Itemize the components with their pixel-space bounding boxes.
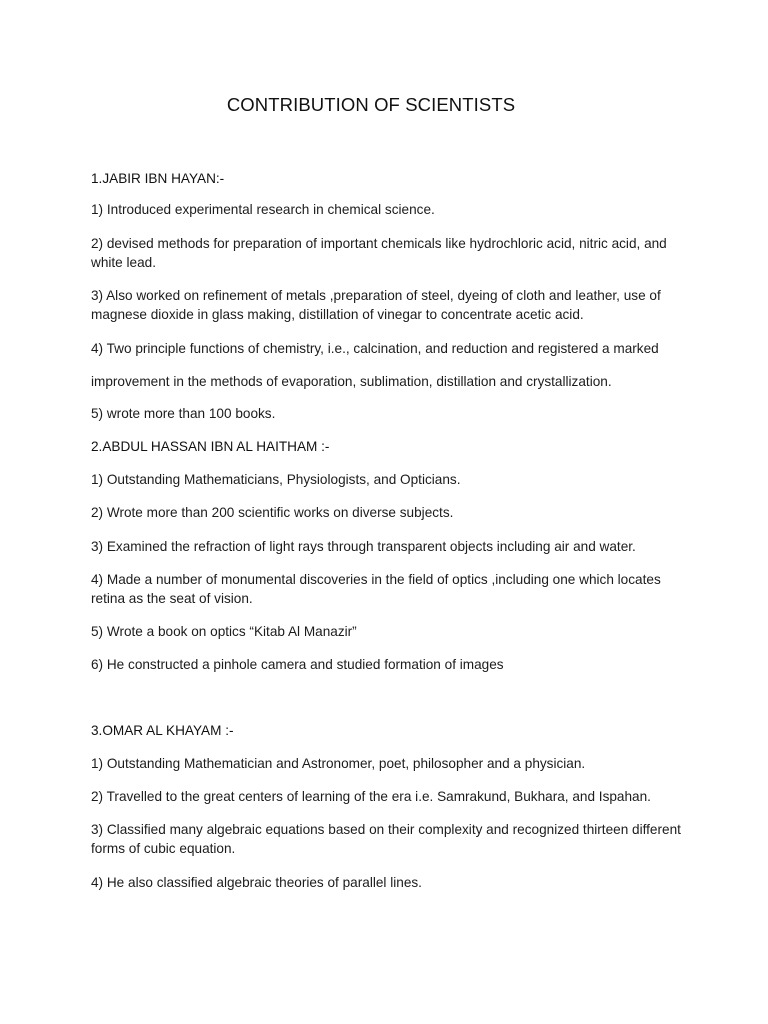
list-item: 3) Examined the refraction of light rays through transparent objects including air and water. xyxy=(91,539,636,554)
section-heading-haitham: 2.ABDUL HASSAN IBN AL HAITHAM :- xyxy=(91,439,330,454)
list-item: 5) Wrote a book on optics “Kitab Al Manazir” xyxy=(91,624,357,639)
list-item: 3) Classified many algebraic equations based on their complexity and recognized thirteen different forms of cubic equation. xyxy=(91,822,681,856)
list-item: 1) Introduced experimental research in chemical science. xyxy=(91,202,435,217)
list-item: 2) Wrote more than 200 scientific works on diverse subjects. xyxy=(91,505,454,520)
list-item: improvement in the methods of evaporation, sublimation, distillation and crystallization. xyxy=(91,374,612,389)
list-item: 2) Travelled to the great centers of learning of the era i.e. Samrakund, Bukhara, and Ispahan. xyxy=(91,789,651,804)
section-heading-jabir: 1.JABIR IBN HAYAN:- xyxy=(91,171,225,186)
list-item: 1) Outstanding Mathematician and Astronomer, poet, philosopher and a physician. xyxy=(91,756,586,771)
list-item: 1) Outstanding Mathematicians, Physiologists, and Opticians. xyxy=(91,472,461,487)
list-item: 5) wrote more than 100 books. xyxy=(91,406,276,421)
section-heading-khayam: 3.OMAR AL KHAYAM :- xyxy=(91,723,234,738)
list-item: 2) devised methods for preparation of important chemicals like hydrochloric acid, nitric acid, and white lead. xyxy=(91,236,667,270)
page-title: CONTRIBUTION OF SCIENTISTS xyxy=(226,94,516,115)
list-item: 4) He also classified algebraic theories of parallel lines. xyxy=(91,875,422,890)
list-item: 3) Also worked on refinement of metals ,preparation of steel, dyeing of cloth and leather, use of magnese dioxide in glass making, distillation of vinegar to concentrate acetic acid. xyxy=(91,288,661,322)
list-item: 4) Made a number of monumental discoveries in the field of optics ,including one which locates retina as the seat of vision. xyxy=(91,572,661,606)
list-item: 4) Two principle functions of chemistry, i.e., calcination, and reduction and registered a marked xyxy=(91,341,659,356)
list-item: 6) He constructed a pinhole camera and studied formation of images xyxy=(91,657,504,672)
